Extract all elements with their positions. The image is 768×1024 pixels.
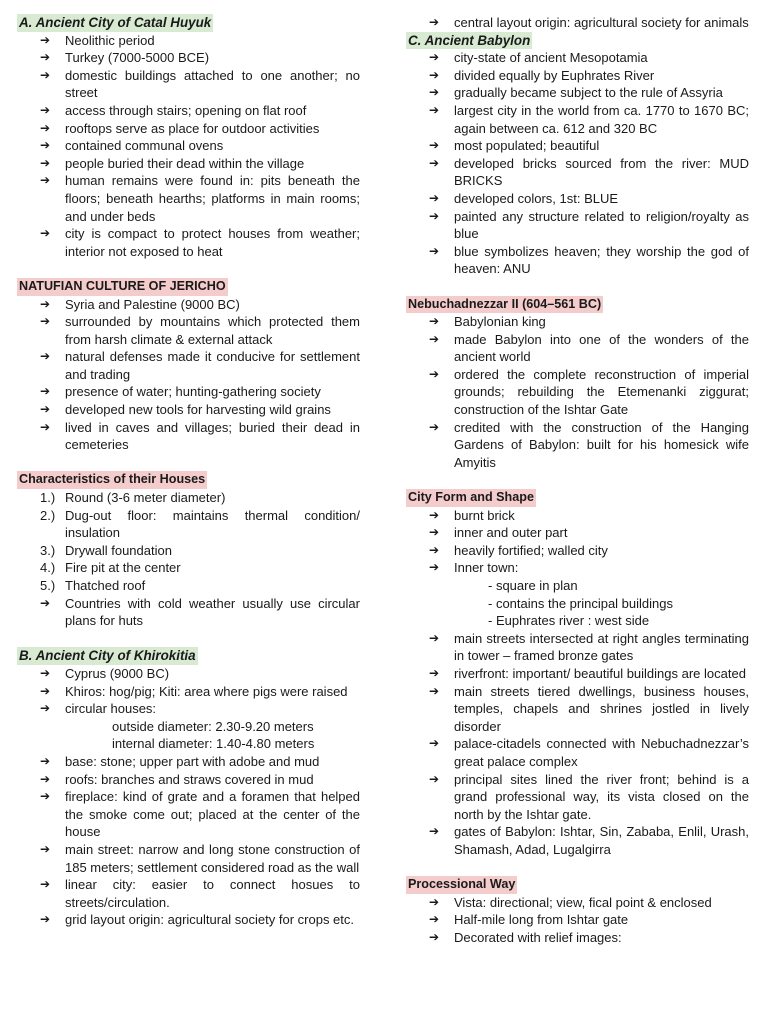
nebuchadnezzar-section	[407, 296, 749, 472]
list-item: ➔ base: stone; upper part with adobe and mud	[18, 753, 360, 771]
sub-item: outside diameter: 2.30-9.20 meters	[112, 718, 314, 734]
sub-item: - square in plan	[488, 578, 578, 593]
item-text: Fire pit at the center	[65, 560, 181, 576]
catal-huyuk-section	[18, 14, 360, 260]
list-item: ➔ human remains were found in: pits beneath the floors; beneath hearths; platforms in main rooms; and under beds	[18, 172, 360, 225]
list-item: ➔ Half-mile long from Ishtar gate	[407, 911, 749, 929]
processional-way-section	[407, 876, 749, 946]
sub-item: - Euphrates river : west side	[488, 613, 650, 629]
item-text: Dug-out floor: maintains thermal condition/ insulation	[65, 507, 360, 541]
sub-item: internal diameter: 1.40-4.80 meters	[112, 736, 315, 752]
list-item: ➔ Babylonian king	[407, 313, 749, 331]
list-item: ➔ city-state of ancient Mesopotamia	[407, 49, 749, 67]
natufian-heading: NATUFIAN CULTURE OF JERICHO	[17, 278, 228, 296]
item-text: circular houses:	[65, 701, 157, 717]
list-item: ➔ access through stairs; opening on flat roof	[18, 102, 360, 120]
list-item: ➔ rooftops serve as place for outdoor activities	[18, 120, 360, 138]
city-form-list	[407, 507, 749, 859]
item-text: Thatched roof	[65, 578, 146, 593]
babylon-list	[407, 49, 749, 278]
list-item: ➔ inner and outer part	[407, 524, 749, 542]
list-item: ➔ palace-citadels connected with Nebuchadnezzar’s great palace complex	[407, 735, 749, 770]
khirokitia-heading: B. Ancient City of Khirokitia	[19, 648, 196, 664]
item-number: 4.)	[40, 560, 56, 576]
houses-list	[18, 489, 360, 630]
list-item: ➔ Khiros: hog/pig; Kiti: area where pigs were raised	[18, 683, 360, 701]
item-text: Drywall foundation	[65, 542, 172, 558]
list-item: ➔ heavily fortified; walled city	[407, 542, 749, 560]
list-item: ➔ blue symbolizes heaven; they worship the god of heaven: ANU	[407, 243, 749, 278]
list-item: ➔ made Babylon into one of the wonders of the ancient world	[407, 331, 749, 366]
list-item: ➔ city is compact to protect houses from weather; interior not exposed to heat	[18, 225, 360, 260]
catal-huyuk-heading: A. Ancient City of Catal Huyuk	[19, 15, 212, 30]
list-item: ➔ painted any structure related to religion/royalty as blue	[407, 208, 749, 243]
houses-heading: Characteristics of their Houses	[17, 471, 207, 489]
numbered-item	[18, 489, 360, 507]
right-column	[407, 14, 749, 964]
sub-item: - contains the principal buildings	[488, 595, 673, 611]
list-item: ➔ developed new tools for harvesting wild grains	[18, 401, 360, 419]
babylon-heading: C. Ancient Babylon	[408, 32, 531, 48]
city-form-heading: City Form and Shape	[406, 489, 536, 507]
list-item: ➔ Decorated with relief images:	[407, 929, 749, 947]
list-item: ➔ principal sites lined the river front; behind is a grand professional way, its vista closed on the north by the Ishtar gate.	[407, 771, 749, 824]
list-item: ➔ ordered the complete reconstruction of imperial grounds; rebuilding the Etemenanki ziggurat; construction of the Ishtar Gate	[407, 366, 749, 419]
list-item: ➔ burnt brick	[407, 507, 749, 525]
processional-way-list	[407, 894, 749, 947]
list-item: ➔ grid layout origin: agricultural society for crops etc.	[18, 911, 360, 929]
list-item: ➔ divided equally by Euphrates River	[407, 67, 749, 85]
list-item: ➔ main streets intersected at right angles terminating in tower – framed bronze gates	[407, 630, 749, 665]
item-text: Inner town:	[454, 560, 519, 576]
list-item	[18, 700, 360, 753]
khirokitia-list	[18, 665, 360, 929]
item-number: 1.)	[40, 490, 56, 506]
list-item: ➔ main street: narrow and long stone construction of 185 meters; settlement considered road as the wall	[18, 841, 360, 876]
list-item: ➔ largest city in the world from ca. 1770 to 1670 BC; again between ca. 612 and 320 BC	[407, 102, 749, 137]
list-item: ➔ Neolithic period	[18, 32, 360, 50]
continued-list	[407, 14, 749, 32]
list-item: ➔ roofs: branches and straws covered in mud	[18, 771, 360, 789]
numbered-item	[18, 507, 360, 542]
list-item: ➔ developed colors, 1st: BLUE	[407, 190, 749, 208]
nebuchadnezzar-list	[407, 313, 749, 471]
list-item: ➔ Countries with cold weather usually use circular plans for huts	[18, 595, 360, 630]
list-item: ➔ natural defenses made it conducive for settlement and trading	[18, 348, 360, 383]
numbered-item	[18, 559, 360, 577]
list-item: ➔ presence of water; hunting-gathering society	[18, 383, 360, 401]
city-form-section	[407, 489, 749, 858]
babylon-section	[407, 32, 749, 278]
list-item: ➔ credited with the construction of the Hanging Gardens of Babylon: built for his homesick wife Amyitis	[407, 419, 749, 472]
item-text: Round (3-6 meter diameter)	[65, 490, 226, 506]
catal-huyuk-list	[18, 32, 360, 261]
houses-section	[18, 471, 360, 629]
list-item: ➔ domestic buildings attached to one another; no street	[18, 67, 360, 102]
list-item: ➔ linear city: easier to connect hosues to streets/circulation.	[18, 876, 360, 911]
list-item: ➔ riverfront: important/ beautiful buildings are located	[407, 665, 749, 683]
left-column	[18, 14, 360, 946]
item-number: 5.)	[40, 578, 56, 593]
numbered-item	[18, 542, 360, 560]
numbered-item	[18, 577, 360, 595]
item-number: 2.)	[40, 507, 56, 523]
list-item: ➔ Syria and Palestine (9000 BC)	[18, 296, 360, 314]
list-item: ➔ Vista: directional; view, fical point & enclosed	[407, 894, 749, 912]
processional-way-heading: Processional Way	[406, 876, 517, 894]
list-item: ➔ main streets tiered dwellings, business houses, temples, chapels and shrines jostled in lively disorder	[407, 683, 749, 736]
list-item: ➔ Turkey (7000-5000 BCE)	[18, 49, 360, 67]
list-item: ➔ central layout origin: agricultural society for animals	[407, 14, 749, 32]
list-item: ➔ gates of Babylon: Ishtar, Sin, Zababa, Enlil, Urash, Shamash, Adad, Lugalgirra	[407, 823, 749, 858]
item-number: 3.)	[40, 542, 56, 558]
list-item: ➔ people buried their dead within the village	[18, 155, 360, 173]
natufian-list	[18, 296, 360, 454]
list-item: ➔ most populated; beautiful	[407, 137, 749, 155]
list-item: ➔ contained communal ovens	[18, 137, 360, 155]
list-item: ➔ Cyprus (9000 BC)	[18, 665, 360, 683]
list-item: ➔ fireplace: kind of grate and a foramen that helped the smoke come out; placed at the center of the house	[18, 788, 360, 841]
nebuchadnezzar-heading: Nebuchadnezzar II (604–561 BC)	[406, 296, 603, 314]
list-item: ➔ gradually became subject to the rule of Assyria	[407, 84, 749, 102]
khirokitia-section	[18, 647, 360, 929]
natufian-section	[18, 278, 360, 454]
list-item: ➔ developed bricks sourced from the river: MUD BRICKS	[407, 155, 749, 190]
list-item	[407, 559, 749, 629]
list-item: ➔ surrounded by mountains which protected them from harsh climate & external attack	[18, 313, 360, 348]
list-item: ➔ lived in caves and villages; buried their dead in cemeteries	[18, 419, 360, 454]
